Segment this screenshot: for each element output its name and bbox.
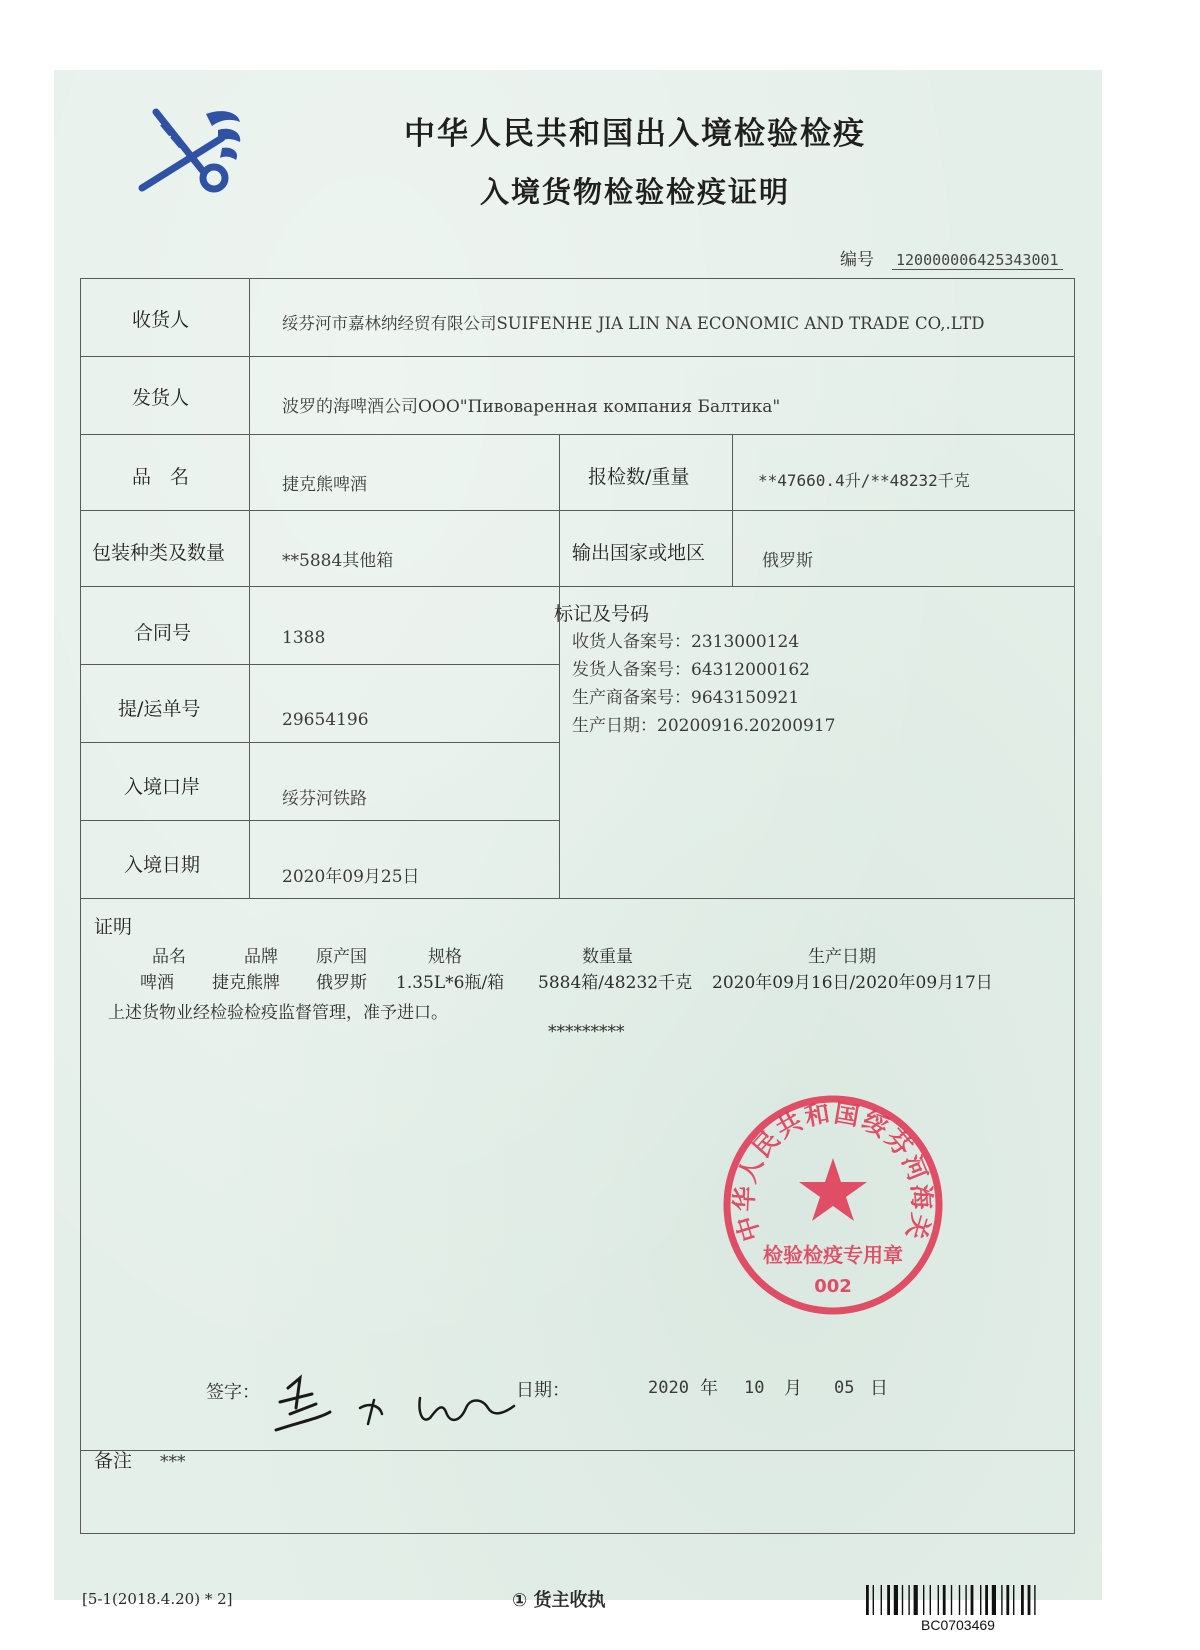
- row-brand: 捷克熊牌: [212, 973, 280, 993]
- consignee-value: 绥芬河市嘉林纳经贸有限公司SUIFENHE JIA LIN NA ECONOMIC AND TRADE CO,.LTD: [282, 314, 985, 333]
- marks-line: 发货人备案号：64312000162: [572, 660, 810, 680]
- waybill-value: 29654196: [282, 710, 369, 730]
- row-divider: [80, 434, 1075, 435]
- date-day-unit: 日: [870, 1378, 888, 1399]
- serial-value: 120000006425343001: [892, 251, 1063, 270]
- header-production-date: 生产日期: [808, 947, 876, 967]
- date-month-unit: 月: [784, 1378, 802, 1399]
- barcode-icon: [866, 1585, 1078, 1615]
- header-brand: 品牌: [244, 947, 278, 967]
- header-origin: 原产国: [316, 947, 367, 967]
- date-month: 10: [744, 1378, 765, 1398]
- document-subtitle: 入境货物检验检疫证明: [479, 175, 790, 209]
- certificate-label: 证明: [94, 916, 133, 938]
- origin-label: 输出国家或地区: [572, 542, 706, 564]
- certificate-statement: 上述货物业经检验检疫监督管理，准予进口。: [108, 1003, 448, 1023]
- consignee-label: 收货人: [132, 309, 190, 331]
- row-product: 啤酒: [140, 973, 174, 993]
- entry-port-label: 入境口岸: [124, 776, 201, 798]
- stamp-code: 002: [814, 1276, 852, 1297]
- packing-value: **5884其他箱: [282, 551, 394, 571]
- row-divider: [80, 356, 1075, 357]
- serial-label: 编号: [840, 250, 874, 270]
- consignor-value: 波罗的海啤酒公司OOO"Пивоваренная компания Балтика": [282, 397, 781, 417]
- product-value: 捷克熊啤酒: [282, 475, 367, 495]
- marks-line: 收货人备案号：2313000124: [572, 632, 800, 652]
- row-divider: [80, 820, 560, 821]
- row-origin: 俄罗斯: [316, 973, 367, 993]
- remarks-label: 备注: [94, 1450, 133, 1472]
- column-divider: [732, 434, 733, 586]
- marks-title: 标记及号码: [554, 603, 650, 625]
- column-divider: [249, 278, 250, 898]
- certificate-end-mark: *********: [548, 1022, 625, 1042]
- form-code: [5-1(2018.4.20) * 2]: [82, 1590, 233, 1608]
- marks-line: 生产商备案号：9643150921: [572, 688, 800, 708]
- row-divider: [80, 510, 1075, 511]
- row-divider: [80, 1450, 1075, 1451]
- consignor-label: 发货人: [132, 387, 190, 409]
- row-spec: 1.35L*6瓶/箱: [396, 973, 505, 993]
- contract-value: 1388: [282, 628, 326, 648]
- serial-number: [840, 245, 1063, 270]
- quantity-weight-label: 报检数/重量: [588, 466, 690, 488]
- date-day: 05: [834, 1378, 855, 1398]
- marks-and-numbers: [554, 600, 836, 740]
- row-divider: [80, 664, 560, 665]
- entry-port-value: 绥芬河铁路: [282, 789, 367, 809]
- waybill-label: 提/运单号: [118, 698, 201, 720]
- row-divider: [80, 586, 1075, 587]
- stamp-ring-text: 中华人民共和国绥芬河海关: [729, 1098, 937, 1245]
- document-title: 中华人民共和国出入境检验检疫: [404, 116, 866, 152]
- remarks-value: ***: [160, 1452, 186, 1472]
- origin-value: 俄罗斯: [762, 551, 813, 571]
- date-year: 2020: [648, 1378, 689, 1398]
- header-spec: 规格: [428, 947, 462, 967]
- form-table-frame: [80, 278, 1075, 1534]
- row-production-date: 2020年09月16日/2020年09月17日: [712, 973, 993, 993]
- column-divider: [559, 434, 560, 898]
- quantity-weight-value: **47660.4升/**48232千克: [758, 471, 970, 490]
- row-divider: [80, 898, 1075, 899]
- stamp-bottom-text: 检验检疫专用章: [763, 1243, 903, 1267]
- row-quantity: 5884箱/48232千克: [538, 973, 693, 993]
- copy-label: ① 货主收执: [512, 1590, 606, 1611]
- product-label: 品 名: [132, 466, 190, 488]
- marks-line: 生产日期：20200916.20200917: [572, 716, 836, 736]
- contract-label: 合同号: [134, 622, 192, 644]
- signature-label: 签字：: [206, 1382, 260, 1403]
- official-seal-stamp: [718, 1090, 948, 1320]
- date-label: 日期：: [516, 1380, 570, 1401]
- packing-label: 包装种类及数量: [92, 542, 226, 564]
- handwritten-signature: [270, 1368, 520, 1438]
- row-divider: [80, 742, 560, 743]
- header-quantity: 数重量: [582, 947, 633, 967]
- header-product: 品名: [152, 947, 186, 967]
- barcode-number: BC0703469: [921, 1617, 995, 1633]
- entry-date-label: 入境日期: [124, 854, 201, 876]
- date-year-unit: 年: [700, 1378, 718, 1399]
- entry-date-value: 2020年09月25日: [282, 867, 420, 887]
